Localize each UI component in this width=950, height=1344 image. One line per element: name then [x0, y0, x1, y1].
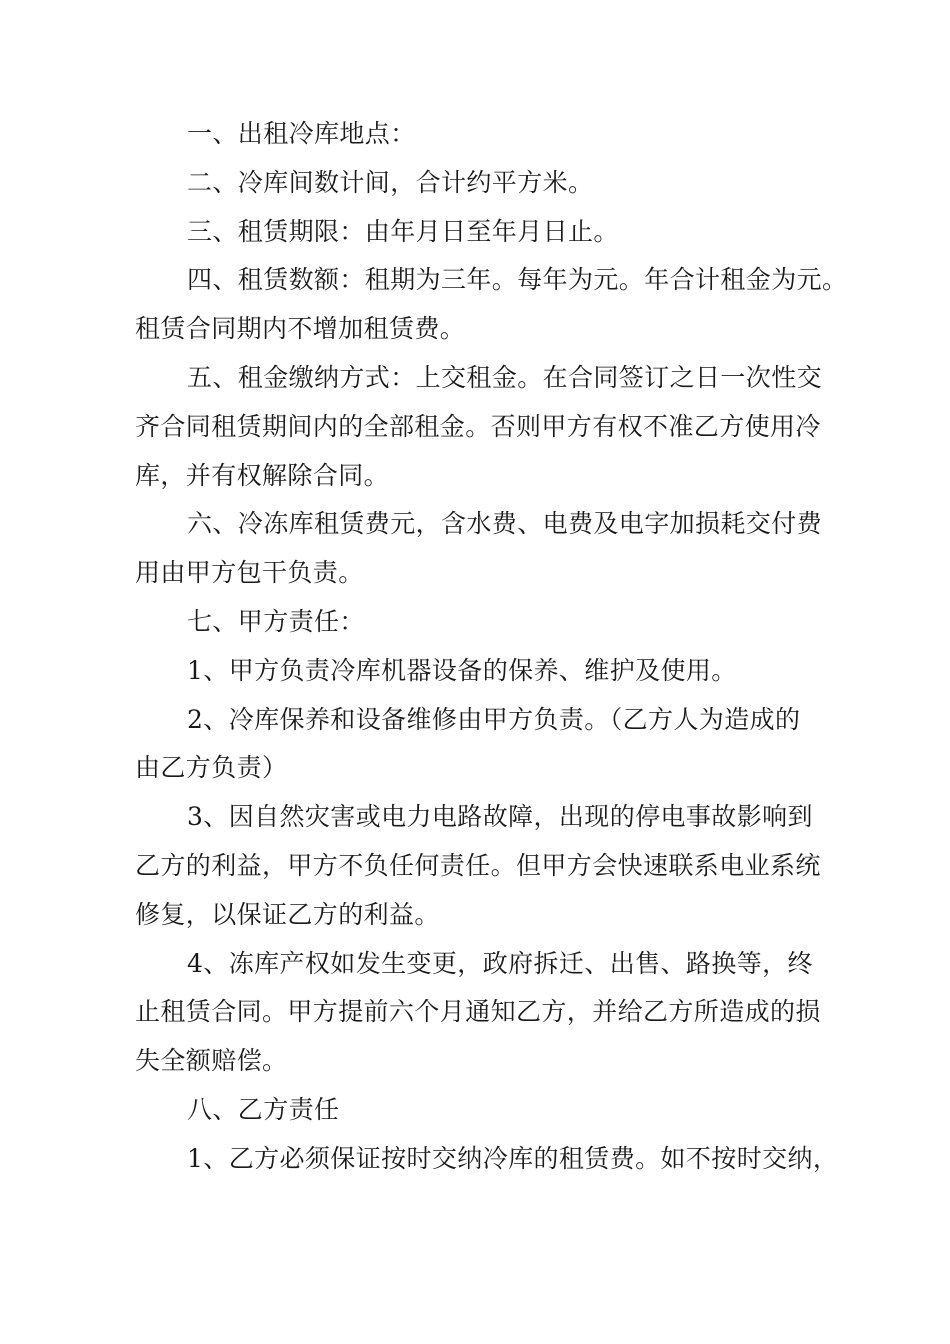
clause-4-amount: [135, 256, 848, 354]
text-line: 用由甲方包干负责。: [135, 558, 364, 588]
clause-5-payment: [135, 354, 835, 500]
text-line: 3、因自然灾害或电力电路故障，出现的停电事故影响到: [187, 802, 813, 832]
clause-3-term: [135, 208, 835, 257]
text-line: 库，并有权解除合同。: [135, 460, 390, 490]
text-line: 乙方的利益，甲方不负任何责任。但甲方会快速联系电业系统: [135, 850, 821, 880]
text-line: 七、甲方责任：: [187, 606, 365, 636]
text-line: 一、出租冷库地点：: [187, 119, 416, 148]
text-line: 二、冷库间数计间，合计约平方米。: [187, 167, 594, 197]
text-line: 1、乙方必须保证按时交纳冷库的租赁费。如不按时交纳，: [187, 1143, 839, 1173]
clause-1-location: [135, 110, 835, 159]
text-line: 五、租金缴纳方式：上交租金。在合同签订之日一次性交: [187, 362, 823, 392]
text-line: 4、冻库产权如发生变更，政府拆迁、出售、路换等，终: [187, 948, 813, 978]
text-line: 失全额赔偿。: [135, 1046, 288, 1076]
item-7-2: [135, 696, 835, 794]
clause-6-fees: [135, 500, 835, 598]
section-8-heading: [135, 1086, 835, 1135]
text-line: 八、乙方责任: [187, 1094, 340, 1124]
section-7-heading: [135, 598, 835, 647]
text-line: 六、冷冻库租赁费元，含水费、电费及电字加损耗交付费: [187, 509, 823, 539]
text-line: 1、甲方负责冷库机器设备的保养、维护及使用。: [187, 655, 737, 685]
text-line: 四、租赁数额：租期为三年。每年为元。年合计租金为元。: [187, 265, 848, 295]
item-8-1: [135, 1135, 839, 1184]
clause-2-rooms: [135, 159, 835, 208]
item-7-1: [135, 647, 835, 696]
text-line: 由乙方负责）: [135, 753, 288, 783]
text-line: 租赁合同期内不增加租赁费。: [135, 314, 466, 344]
text-line: 止租赁合同。甲方提前六个月通知乙方，并给乙方所造成的损: [135, 997, 821, 1027]
text-line: 2、冷库保养和设备维修由甲方负责。（乙方人为造成的: [187, 704, 801, 734]
item-7-3: [135, 793, 835, 939]
item-7-4: [135, 940, 835, 1086]
text-line: 三、租赁期限：由年月日至年月日止。: [187, 216, 619, 246]
text-line: 修复，以保证乙方的利益。: [135, 899, 440, 929]
contract-body: [135, 110, 848, 1184]
text-line: 齐合同租赁期间内的全部租金。否则甲方有权不准乙方使用冷: [135, 411, 821, 441]
